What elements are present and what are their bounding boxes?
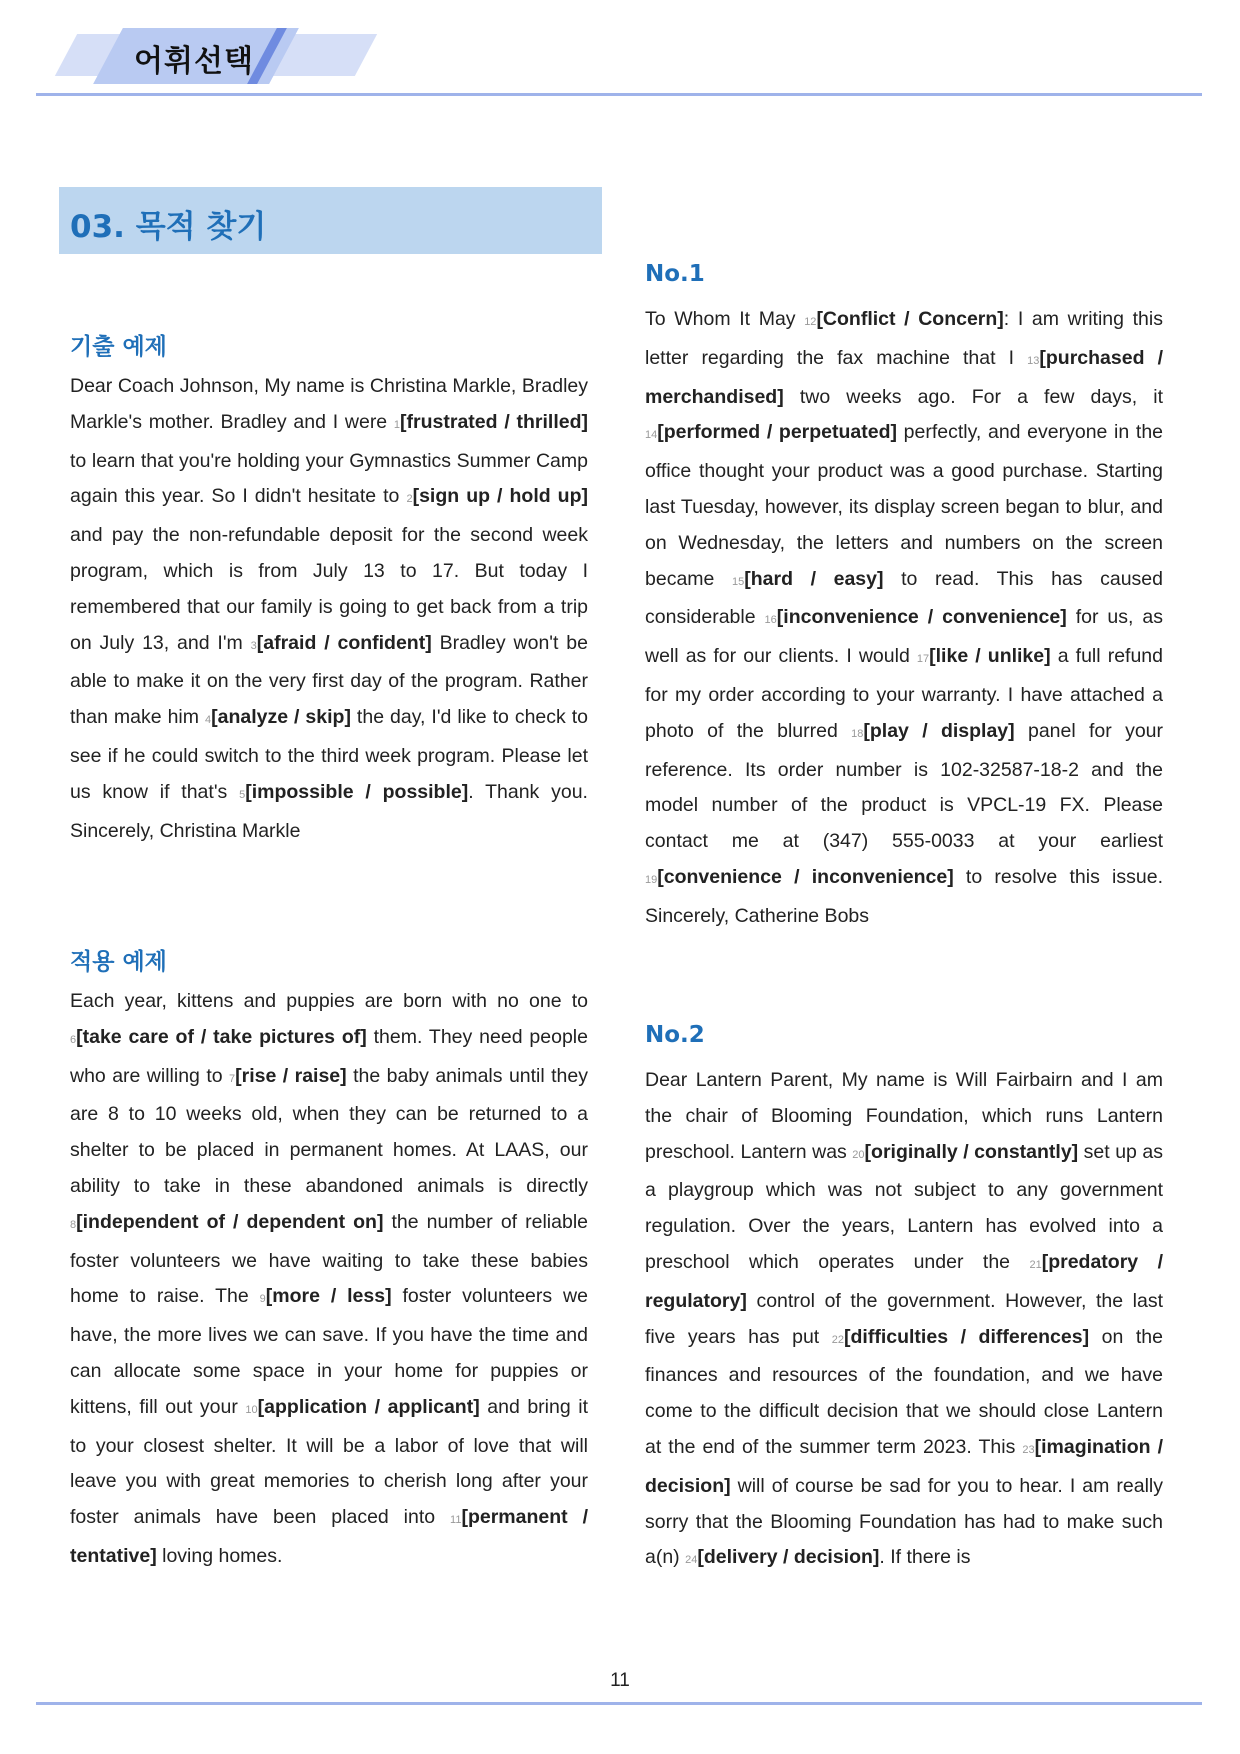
- passage-text: foster volunteers we have, the more lives we can save. If you have the time and can allocate some space in your home for puppies or kittens, fill out your: [70, 1285, 588, 1418]
- passage-text: To Whom It May: [645, 308, 805, 330]
- word-choice: [inconvenience / convenience]: [776, 606, 1067, 629]
- question-number: 22: [831, 1333, 845, 1346]
- question-number: 20: [852, 1148, 865, 1161]
- no1-passage: [645, 302, 1163, 935]
- word-choice: [application / applicant]: [257, 1395, 480, 1418]
- question-number: 11: [450, 1514, 462, 1527]
- question-number: 15: [731, 575, 745, 588]
- word-choice: [originally / constantly]: [864, 1140, 1079, 1163]
- word-choice: [imagination / decision]: [645, 1435, 1163, 1497]
- question-number: 5: [239, 788, 246, 801]
- word-choice: [take care of / take pictures of]: [76, 1025, 367, 1048]
- no1-heading: No.1: [645, 261, 705, 287]
- word-choice: [Conflict / Concern]: [816, 308, 1004, 330]
- question-number: 7: [229, 1072, 236, 1085]
- example1-heading: 기출 예제: [70, 334, 167, 360]
- header-divider: [36, 93, 1202, 96]
- question-number: 3: [250, 639, 257, 652]
- question-number: 16: [764, 614, 777, 627]
- passage-text: will of course be sad for you to hear. I am really sorry that the Blooming Foundation has had to make such a(n): [645, 1474, 1163, 1569]
- passage-text: set up as a playgroup which was not subject to any government regulation. Over the years, Lantern has evolved into a preschool which operates under the: [645, 1140, 1163, 1273]
- footer-divider: [36, 1702, 1202, 1705]
- word-choice: [predatory / regulatory]: [645, 1250, 1163, 1312]
- word-choice: [convenience / inconvenience]: [657, 865, 954, 888]
- question-number: 14: [645, 429, 658, 442]
- passage-text: Dear Coach Johnson, My name is Christina Markle, Bradley Markle's mother. Bradley and I were: [70, 375, 588, 433]
- question-number: 9: [259, 1293, 266, 1306]
- passage-text: a full refund for my order according to your warranty. I have attached a photo of the blurred: [645, 645, 1163, 742]
- question-number: 8: [70, 1218, 77, 1231]
- passage-text: to read. This has caused considerable: [645, 567, 1163, 629]
- passage-text: the day, I'd like to check to see if he could switch to the third week program. Please let us know if that's: [70, 706, 589, 803]
- word-choice: [purchased / merchandised]: [645, 346, 1163, 408]
- word-choice: [performed / perpetuated]: [657, 421, 898, 444]
- passage-text: panel for your reference. Its order number is 102-32587-18-2 and the model number of the product is VPCL-19 FX. Please contact me at (347) 555-0033 at your earliest: [645, 719, 1164, 853]
- question-number: 23: [1022, 1443, 1035, 1456]
- passage-text: for us, as well as for our clients. I would: [645, 606, 1163, 668]
- example1-passage: [70, 369, 588, 849]
- word-choice: [independent of / dependent on]: [76, 1210, 384, 1233]
- question-number: 17: [916, 653, 930, 666]
- passage-text: : I am writing this letter regarding the fax machine that I: [645, 308, 1163, 369]
- question-number: 6: [70, 1033, 77, 1046]
- passage-text: and bring it to your closest shelter. It will be a labor of love that will leave you with great memories to cherish long after your foster animals have been placed into: [70, 1395, 588, 1529]
- passage-text: on the finances and resources of the foundation, and we have come to the difficult decision that we should close Lantern at the end of the summer term 2023. This: [645, 1325, 1163, 1458]
- passage-text: control of the government. However, the last five years has put: [645, 1289, 1163, 1348]
- question-number: 24: [685, 1554, 698, 1567]
- header-title: 어휘선택: [134, 44, 254, 79]
- passage-text: Dear Lantern Parent, My name is Will Fairbairn and I am the chair of Blooming Foundation, which runs Lantern preschool. Lantern was: [645, 1069, 1163, 1163]
- word-choice: [impossible / possible]: [245, 780, 469, 803]
- passage-text: two weeks ago. For a few days, it: [783, 385, 1163, 408]
- page-number: 11: [610, 1670, 630, 1691]
- word-choice: [difficulties / differences]: [844, 1325, 1090, 1348]
- question-number: 10: [245, 1403, 258, 1416]
- passage-text: to learn that you're holding your Gymnastics Summer Camp again this year. So I didn't hesitate to: [70, 449, 588, 508]
- passage-text: . Thank you. Sincerely, Christina Markle: [70, 780, 588, 842]
- passage-text: loving homes.: [156, 1544, 283, 1567]
- passage-text: the number of reliable foster volunteers we have waiting to take these babies home to raise. The: [70, 1210, 588, 1308]
- question-number: 21: [1029, 1258, 1042, 1271]
- passage-text: to resolve this issue. Sincerely, Catherine Bobs: [645, 865, 1163, 927]
- passage-text: Each year, kittens and puppies are born with no one to: [70, 990, 588, 1012]
- word-choice: [more / less]: [265, 1285, 392, 1308]
- question-number: 13: [1027, 354, 1040, 367]
- no2-heading: No.2: [645, 1022, 705, 1048]
- no2-passage: [645, 1063, 1163, 1579]
- question-number: 2: [406, 493, 413, 506]
- word-choice: [hard / easy]: [744, 567, 884, 590]
- passage-text: . If there is: [879, 1546, 971, 1569]
- example2-passage: [70, 984, 588, 1575]
- word-choice: [rise / raise]: [235, 1064, 347, 1087]
- word-choice: [play / display]: [863, 719, 1015, 742]
- word-choice: [permanent / tentative]: [70, 1506, 588, 1567]
- question-number: 4: [204, 714, 212, 727]
- passage-text: and pay the non-refundable deposit for the second week program, which is from July 13 to 17. But today I remembered that our family is going to get back from a trip on July 13, and I'm: [70, 524, 588, 654]
- passage-text: them. They need people who are willing to: [70, 1025, 588, 1087]
- word-choice: [sign up / hold up]: [412, 485, 589, 508]
- section-title: 03. 목적 찾기: [70, 209, 267, 245]
- question-number: 19: [645, 873, 658, 886]
- word-choice: [analyze / skip]: [211, 706, 351, 729]
- question-number: 18: [851, 727, 864, 740]
- passage-text: the baby animals until they are 8 to 10 weeks old, when they can be returned to a shelter to be placed in permanent homes. At LAAS, our ability to take in these abandoned animals is directly: [70, 1064, 588, 1197]
- example2-heading: 적용 예제: [70, 949, 167, 975]
- word-choice: [delivery / decision]: [697, 1546, 880, 1569]
- word-choice: [like / unlike]: [929, 645, 1051, 668]
- passage-text: perfectly, and everyone in the office thought your product was a good purchase. Starting last Tuesday, however, its display screen began to blur, and on Wednesday, the letters and numbers on the screen became: [645, 421, 1164, 590]
- passage-text: Bradley won't be able to make it on the very first day of the program. Rather than make him: [70, 631, 588, 729]
- word-choice: [afraid / confident]: [256, 631, 432, 654]
- word-choice: [frustrated / thrilled]: [400, 410, 588, 433]
- question-number: 12: [804, 316, 817, 328]
- question-number: 1: [393, 418, 401, 431]
